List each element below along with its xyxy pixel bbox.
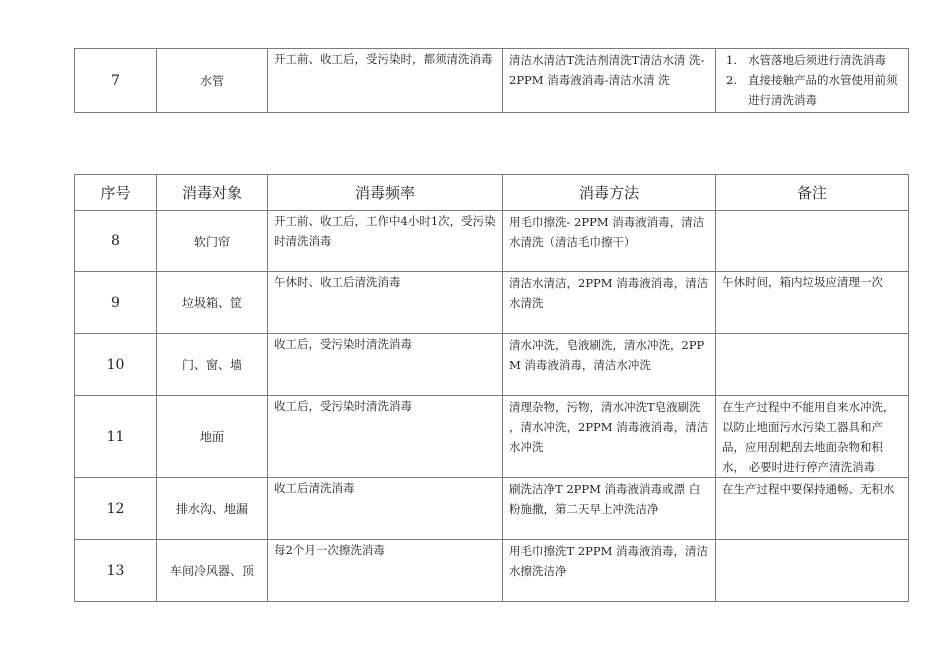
table-row [75, 478, 909, 540]
disinfection-frequency: 午休时、收工后清洗消毒 [268, 272, 503, 334]
notes-cell [716, 540, 909, 602]
list-item [722, 50, 904, 70]
table-row [75, 334, 909, 396]
disinfection-table-top [74, 48, 909, 113]
disinfection-method: 清洁水清洁，2PPM 消毒液消毒，清洁水清洗 [503, 272, 716, 334]
note-number: 1. [726, 53, 737, 67]
list-item [722, 70, 904, 110]
disinfection-object: 垃圾箱、筐 [157, 272, 268, 334]
notes-cell: 在生产过程中要保持通畅、无积水 [716, 478, 909, 540]
header-frequency: 消毒频率 [268, 175, 503, 211]
table-row [75, 540, 909, 602]
note-text: 水管落地后须进行清洗消毒 [748, 53, 886, 67]
header-notes: 备注 [716, 175, 909, 211]
disinfection-frequency: 每2个月一次擦洗消毒 [268, 540, 503, 602]
note-number: 2. [726, 73, 737, 87]
table-row [75, 396, 909, 478]
row-number: 13 [75, 540, 157, 602]
notes-cell [716, 211, 909, 272]
disinfection-object: 排水沟、地漏 [157, 478, 268, 540]
disinfection-frequency: 收工后，受污染时清洗消毒 [268, 334, 503, 396]
header-object: 消毒对象 [157, 175, 268, 211]
row-number: 12 [75, 478, 157, 540]
notes-cell: 在生产过程中不能用自来水冲洗， 以防止地面污水污染工器具和产 品，应用刮耙刮去地面杂物和积水， 必要时进行停产清洗消毒 [716, 396, 909, 478]
row-number: 7 [75, 49, 157, 113]
disinfection-method: 刷洗洁净T 2PPM 消毒液消毒或漂 白粉施撒，第二天早上冲洗洁净 [503, 478, 716, 540]
table-row [75, 49, 909, 113]
table-row [75, 211, 909, 272]
row-number: 11 [75, 396, 157, 478]
disinfection-object: 门、窗、墙 [157, 334, 268, 396]
disinfection-method: 清理杂物，污物，清水冲洗T皂液刷洗 ，清水冲洗，2PPM 消毒液消毒，清洁水冲洗 [503, 396, 716, 478]
table-header-row [75, 175, 909, 211]
row-number: 8 [75, 211, 157, 272]
table-row [75, 272, 909, 334]
notes-list [722, 50, 904, 110]
disinfection-object: 地面 [157, 396, 268, 478]
notes-cell: 午休时间，箱内垃圾应清理一次 [716, 272, 909, 334]
disinfection-frequency: 开工前、收工后，受污染时，都须清洗消毒 [268, 49, 503, 113]
disinfection-object: 车间冷风器、顶 [157, 540, 268, 602]
header-method: 消毒方法 [503, 175, 716, 211]
disinfection-method: 清洁水清洁T洗洁剂清洗T清洁水清 洗-2PPM 消毒液消毒-清洁水清 洗 [503, 49, 716, 113]
disinfection-object: 水管 [157, 49, 268, 113]
disinfection-frequency: 收工后清洗消毒 [268, 478, 503, 540]
disinfection-method: 用毛巾擦洗T 2PPM 消毒液消毒，清洁水擦洗洁净 [503, 540, 716, 602]
disinfection-frequency: 开工前、收工后，工作中4小时1次，受污染时清洗消毒 [268, 211, 503, 272]
note-text: 直接接触产品的水管使用前须 进行清洗消毒 [748, 73, 898, 107]
row-number: 10 [75, 334, 157, 396]
notes-cell [716, 334, 909, 396]
disinfection-method: 用毛巾擦洗- 2PPM 消毒液消毒，清洁水清洗（清洁毛巾擦干） [503, 211, 716, 272]
row-number: 9 [75, 272, 157, 334]
disinfection-method: 清水冲洗，皂液刷洗，清水冲洗，2PPM 消毒液消毒，清洁水冲洗 [503, 334, 716, 396]
disinfection-table-main [74, 174, 909, 602]
disinfection-object: 软门帘 [157, 211, 268, 272]
header-number: 序号 [75, 175, 157, 211]
notes-cell [716, 49, 909, 113]
disinfection-frequency: 收工后，受污染时清洗消毒 [268, 396, 503, 478]
